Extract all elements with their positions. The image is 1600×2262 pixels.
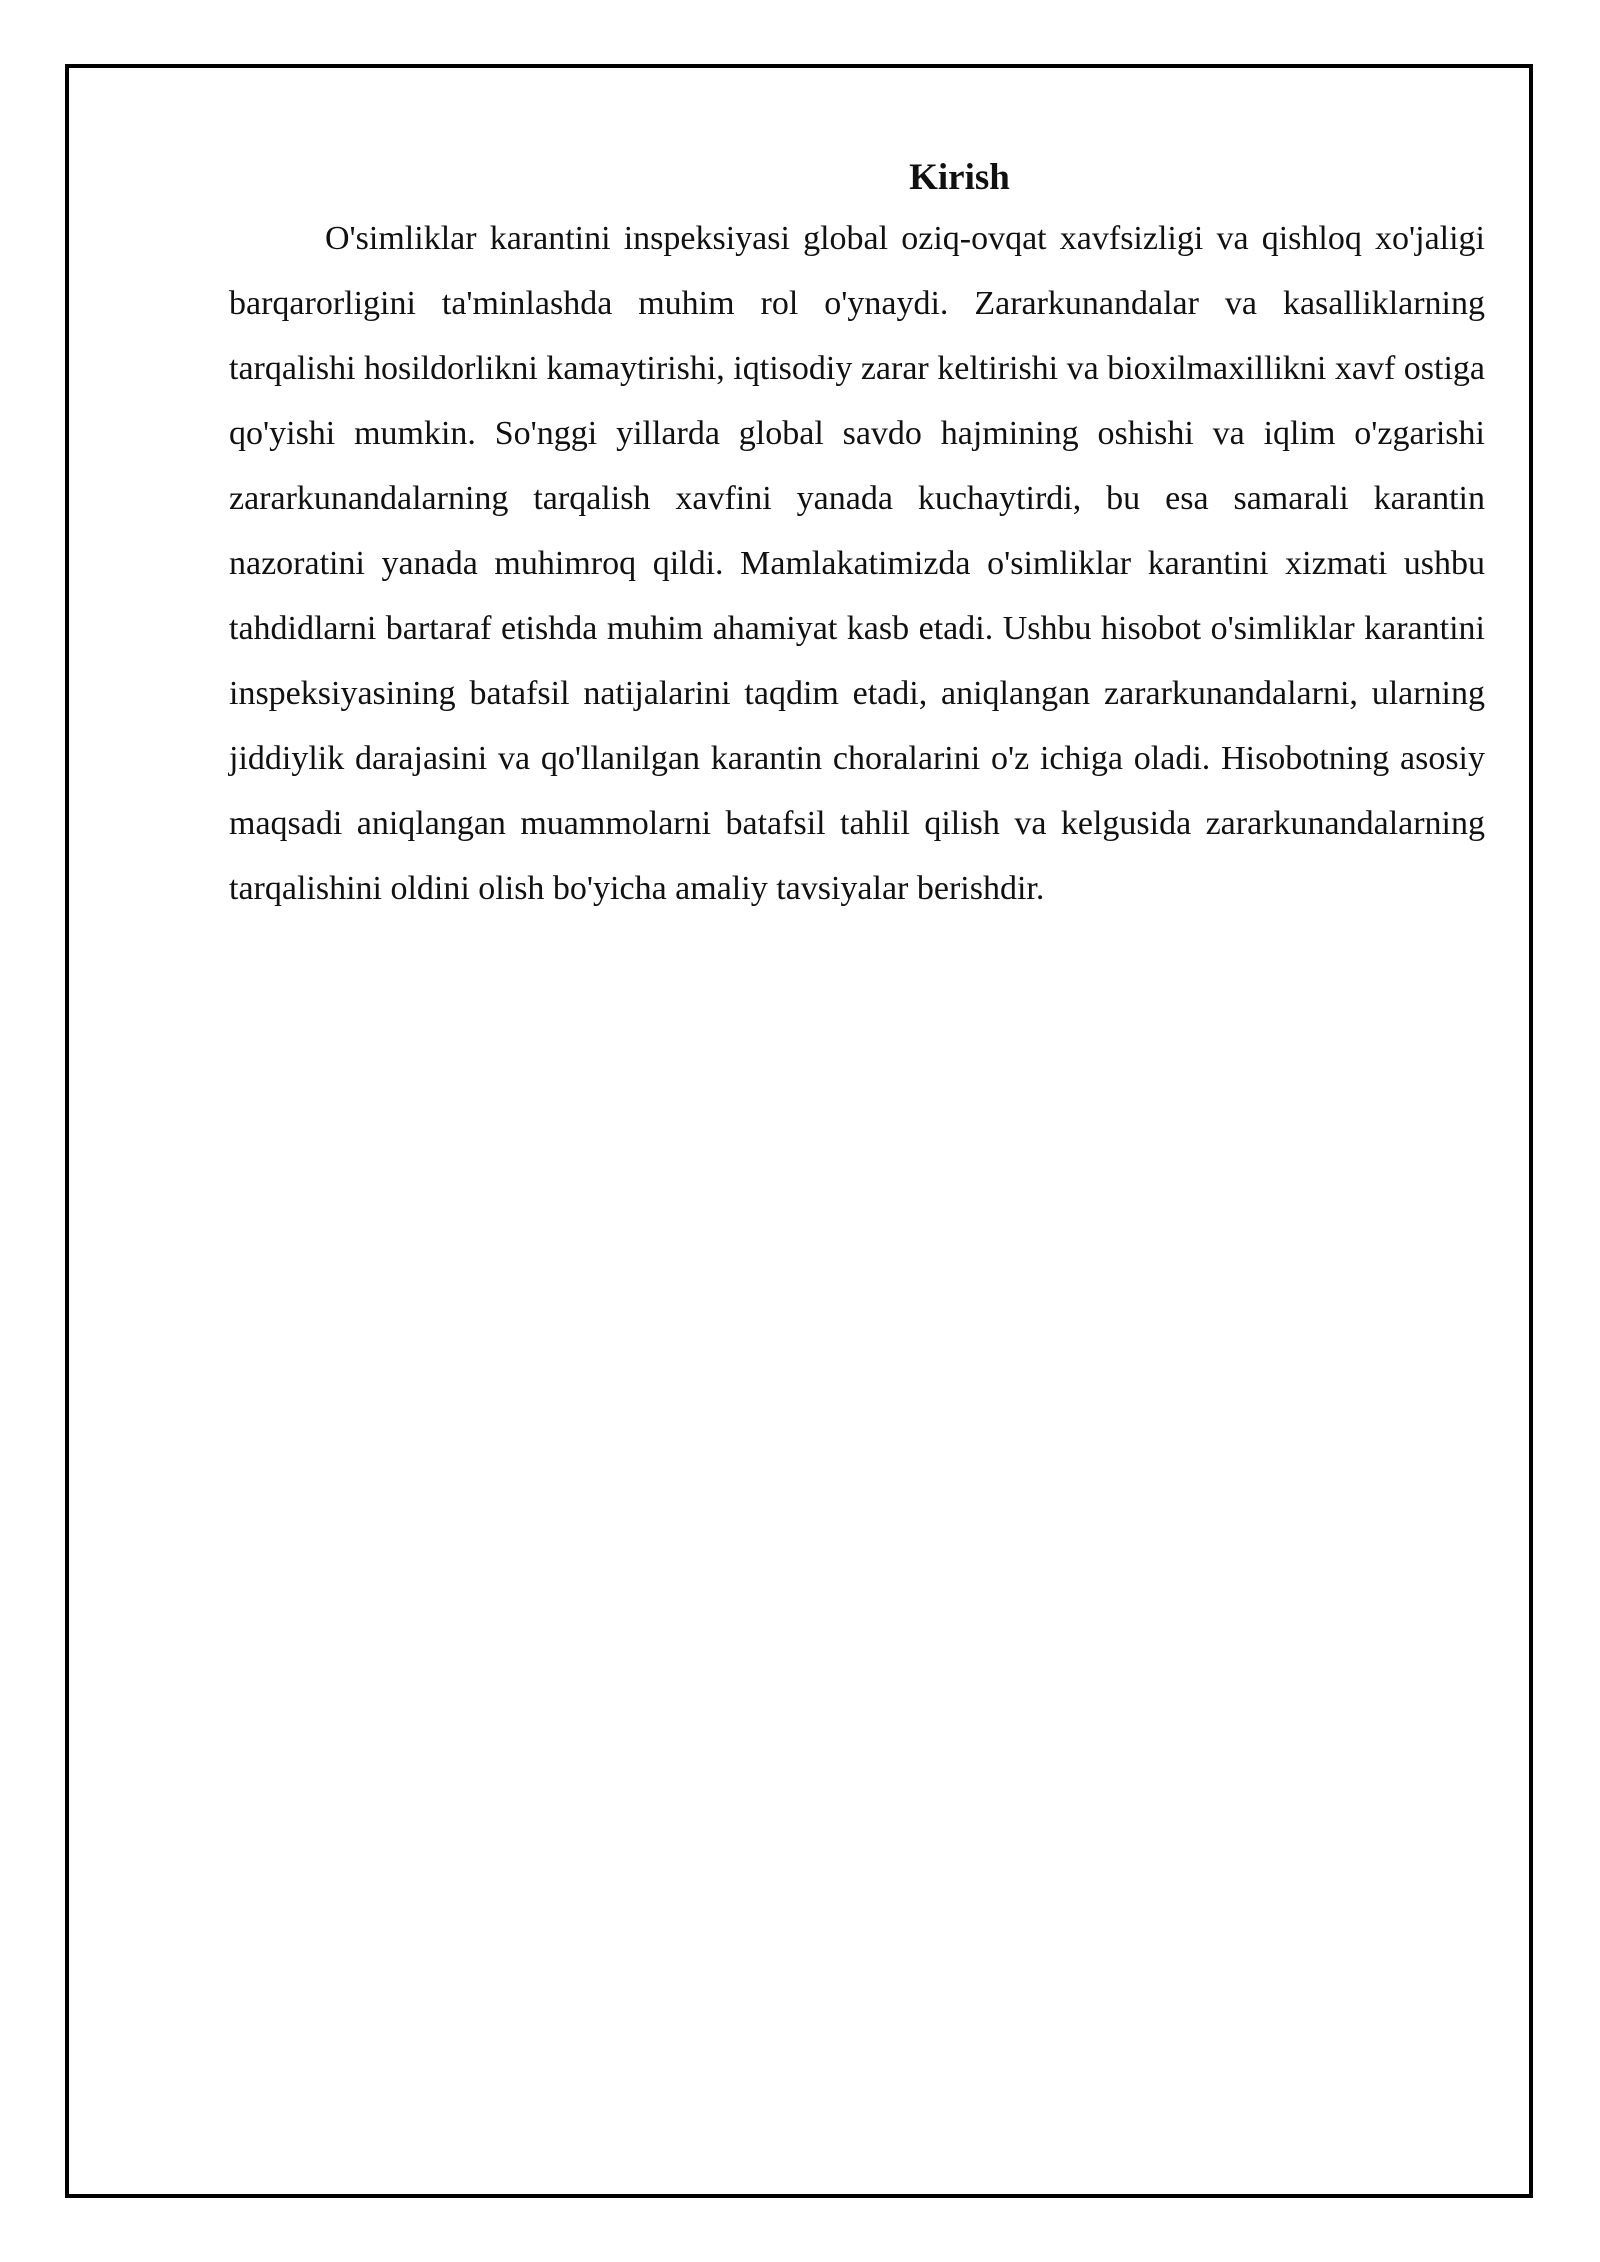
section-heading: Kirish [909,157,1010,198]
body-paragraph: O'simliklar karantini inspeksiyasi global oziq-ovqat xavfsizligi va qishloq xo'jaligi barqarorligini ta'minlashda muhim rol o'ynaydi. Zararkunandalar va kasalliklarning tarqalishi hosildorlikni kamaytirishi, iqtisodiy zarar keltirishi va bioxilmaxillikni xavf ostiga qo'yishi mumkin. So'nggi yillarda global savdo hajmining oshishi va iqlim o'zgarishi zararkunandalarning tarqalish xavfini yanada kuchaytirdi, bu esa samarali karantin nazoratini yanada muhimroq qildi. Mamlakatimizda o'simliklar karantini xizmati ushbu tahdidlarni bartaraf etishda muhim ahamiyat kasb etadi. Ushbu hisobot o'simliklar karantini inspeksiyasining batafsil natijalarini taqdim etadi, aniqlangan zararkunandalarni, ularning jiddiylik darajasini va qo'llanilgan karantin choralarini o'z ichiga oladi. Hisobotning asosiy maqsadi aniqlangan muammolarni batafsil tahlil qilish va kelgusida zararkunandalarning tarqalishini oldini olish bo'yicha amaliy tavsiyalar berishdir. [229,220,1485,907]
document-content [229,150,1485,921]
